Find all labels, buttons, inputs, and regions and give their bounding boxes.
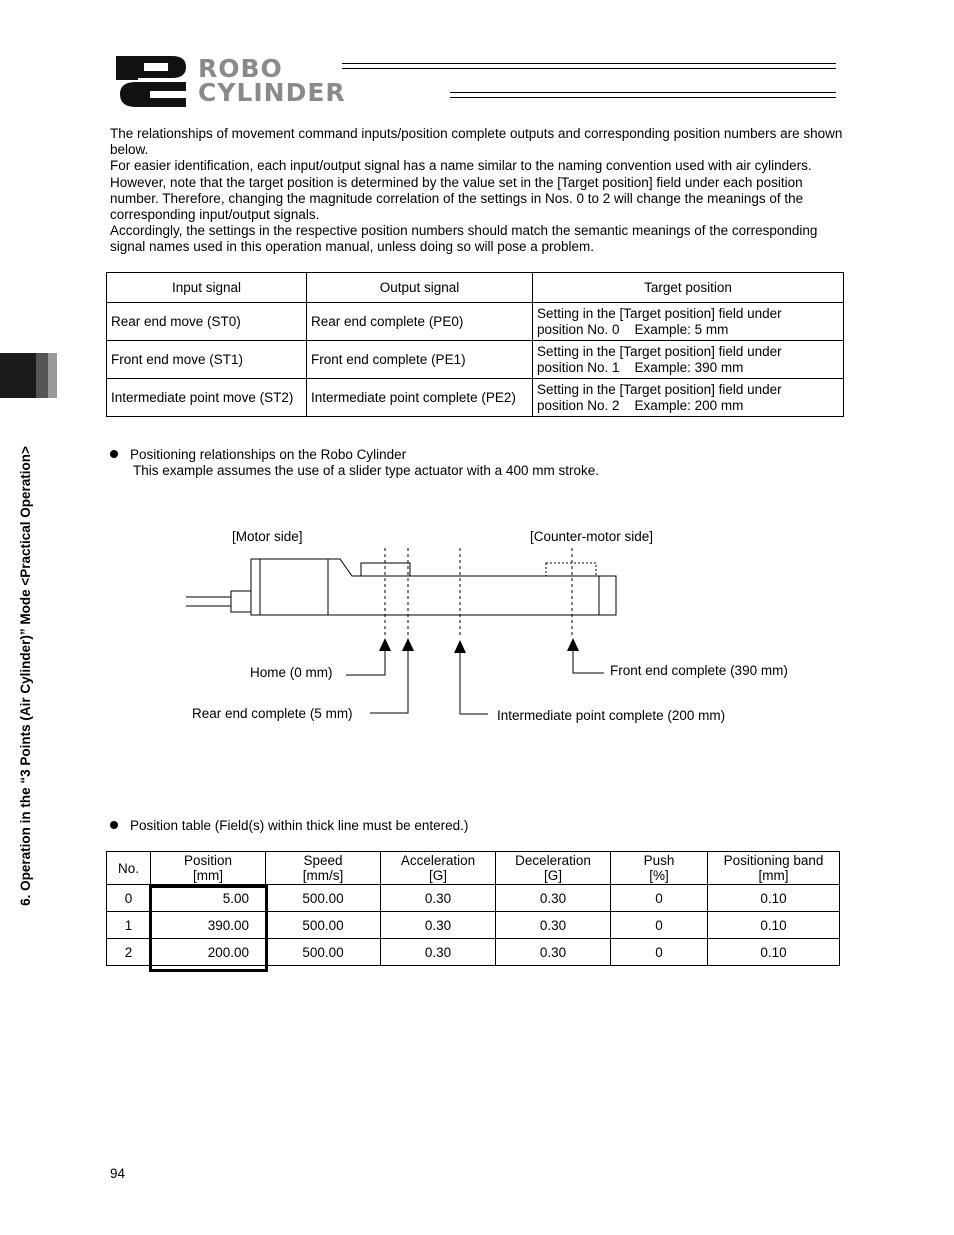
target-line1: Setting in the [Target position] field under bbox=[537, 305, 782, 321]
position-table-bullet bbox=[110, 818, 468, 834]
target-line1: Setting in the [Target position] field under bbox=[537, 381, 782, 397]
push-cell: 0 bbox=[611, 885, 708, 912]
bullet-subtext: This example assumes the use of a slider type actuator with a 400 mm stroke. bbox=[133, 463, 599, 478]
table-row bbox=[107, 341, 844, 379]
intro-paragraph: Accordingly, the settings in the respective position numbers should match the semantic meanings of the corresponding signal names used in this operation manual, unless doing so will pose a problem. bbox=[110, 223, 818, 255]
acceleration-cell: 0.30 bbox=[381, 885, 496, 912]
deceleration-cell: 0.30 bbox=[496, 885, 611, 912]
push-cell: 0 bbox=[611, 939, 708, 966]
input-signal-cell: Front end move (ST1) bbox=[107, 341, 307, 379]
no-cell: 1 bbox=[107, 912, 151, 939]
motor-side-label: [Motor side] bbox=[232, 529, 303, 544]
chapter-tab-shade-light bbox=[48, 353, 57, 398]
target-line2: position No. 0 Example: 5 mm bbox=[537, 321, 729, 337]
positioning-band-cell: 0.10 bbox=[708, 939, 840, 966]
target-position-cell bbox=[533, 303, 844, 341]
header-rule-bottom bbox=[450, 92, 836, 98]
chapter-tab bbox=[0, 353, 36, 398]
target-line2: position No. 2 Example: 200 mm bbox=[537, 397, 744, 413]
target-position-cell bbox=[533, 379, 844, 417]
header-input-signal: Input signal bbox=[107, 273, 307, 303]
intro-text bbox=[110, 126, 850, 256]
input-signal-cell: Rear end move (ST0) bbox=[107, 303, 307, 341]
rc-logo-icon bbox=[114, 54, 192, 108]
table-row bbox=[107, 885, 840, 912]
intro-paragraph: The relationships of movement command inputs/position complete outputs and corresponding position numbers are shown below. bbox=[110, 126, 843, 158]
speed-cell: 500.00 bbox=[266, 939, 381, 966]
position-cell: 390.00 bbox=[151, 912, 266, 939]
position-cell: 200.00 bbox=[151, 939, 266, 966]
logo-line2: CYLINDER bbox=[198, 78, 346, 107]
front-end-label: Front end complete (390 mm) bbox=[610, 663, 788, 678]
position-cell: 5.00 bbox=[151, 885, 266, 912]
logo-line1: ROBO bbox=[198, 54, 283, 83]
acceleration-cell: 0.30 bbox=[381, 939, 496, 966]
page-number: 94 bbox=[110, 1166, 126, 1181]
positioning-band-cell: 0.10 bbox=[708, 885, 840, 912]
header-speed: Speed [mm/s] bbox=[266, 852, 381, 885]
chapter-title: 6. Operation in the “3 Points (Air Cylinder)” Mode <Practical Operation> bbox=[18, 446, 33, 906]
intermediate-label: Intermediate point complete (200 mm) bbox=[497, 708, 726, 723]
table-row bbox=[107, 379, 844, 417]
rear-end-label: Rear end complete (5 mm) bbox=[192, 706, 353, 721]
output-signal-cell: Rear end complete (PE0) bbox=[307, 303, 533, 341]
header-deceleration: Deceleration [G] bbox=[496, 852, 611, 885]
target-position-cell bbox=[533, 341, 844, 379]
no-cell: 0 bbox=[107, 885, 151, 912]
bullet-text: Position table (Field(s) within thick line must be entered.) bbox=[130, 818, 469, 833]
speed-cell: 500.00 bbox=[266, 912, 381, 939]
target-line1: Setting in the [Target position] field under bbox=[537, 343, 782, 359]
bullet-icon bbox=[110, 821, 118, 829]
header-output-signal: Output signal bbox=[307, 273, 533, 303]
positioning-band-cell: 0.10 bbox=[708, 912, 840, 939]
header-push: Push [%] bbox=[611, 852, 708, 885]
table-row bbox=[107, 303, 844, 341]
home-label: Home (0 mm) bbox=[250, 665, 333, 680]
speed-cell: 500.00 bbox=[266, 885, 381, 912]
push-cell: 0 bbox=[611, 912, 708, 939]
header-rule-top bbox=[342, 63, 836, 69]
signal-table bbox=[106, 272, 844, 417]
output-signal-cell: Front end complete (PE1) bbox=[307, 341, 533, 379]
input-signal-cell: Intermediate point move (ST2) bbox=[107, 379, 307, 417]
no-cell: 2 bbox=[107, 939, 151, 966]
intro-paragraph: For easier identification, each input/output signal has a name similar to the naming convention used with air cylinders. However, note that the target position is determined by the value set in the [Target position] field under each position number. Therefore, changing the magnitude correlation of the settings in Nos. 0 to 2 will change the meanings of the corresponding input/output signals. bbox=[110, 158, 812, 223]
deceleration-cell: 0.30 bbox=[496, 939, 611, 966]
position-table bbox=[106, 851, 840, 966]
acceleration-cell: 0.30 bbox=[381, 912, 496, 939]
table-row bbox=[107, 912, 840, 939]
deceleration-cell: 0.30 bbox=[496, 912, 611, 939]
table-row bbox=[107, 939, 840, 966]
bullet-icon bbox=[110, 450, 118, 458]
header-positioning-band: Positioning band [mm] bbox=[708, 852, 840, 885]
header-no: No. bbox=[107, 852, 151, 885]
output-signal-cell: Intermediate point complete (PE2) bbox=[307, 379, 533, 417]
header-position: Position [mm] bbox=[151, 852, 266, 885]
header-acceleration: Acceleration [G] bbox=[381, 852, 496, 885]
target-line2: position No. 1 Example: 390 mm bbox=[537, 359, 744, 375]
counter-motor-side-label: [Counter-motor side] bbox=[530, 529, 654, 544]
header-target-position: Target position bbox=[533, 273, 844, 303]
positioning-bullet bbox=[110, 447, 599, 479]
bullet-text: Positioning relationships on the Robo Cylinder bbox=[130, 447, 407, 462]
chapter-tab-shade bbox=[36, 353, 48, 398]
